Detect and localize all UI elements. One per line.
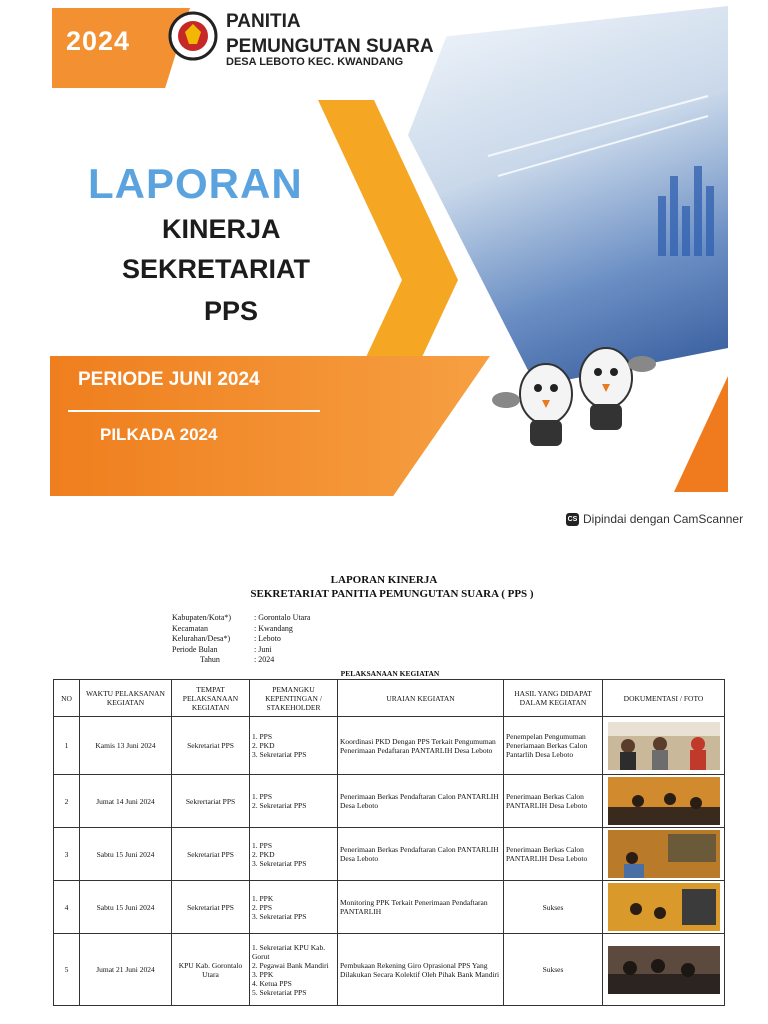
stakeholder-item: 4. Ketua PPS	[252, 978, 292, 988]
meta-label: Periode Bulan	[172, 644, 218, 654]
cover-subtitle-3: PPS	[204, 296, 259, 326]
stakeholder-item: 1. PPS	[252, 840, 273, 850]
documentation-photo	[608, 777, 720, 825]
cell-hasil: Penerimaan Berkas Calon PANTARLIH Desa Leboto	[504, 828, 603, 881]
camscanner-watermark	[566, 512, 743, 526]
cell-uraian: Monitoring PPK Terkait Penerimaan Pendaftaran PANTARLIH	[338, 881, 504, 934]
stakeholder-item: 1. PPK	[252, 893, 274, 903]
column-header: HASIL YANG DIDAPAT DALAM KEGIATAN	[504, 680, 603, 717]
cell-tempat: Sekretariat PPS	[172, 828, 250, 881]
stakeholder-item: 2. PPS	[252, 902, 273, 912]
cover-page	[50, 0, 728, 496]
cell-hasil: Penempelan Pengumuman Peneriamaan Berkas Calon Pantarlih Desa Leboto	[504, 717, 603, 775]
cell-uraian: Penerimaan Berkas Pendaftaran Calon PANTARLIH Desa Leboto	[338, 828, 504, 881]
cell-foto	[603, 934, 725, 1006]
cell-uraian: Pembukaan Rekening Giro Oprasional PPS Yang Dilakukan Secara Kolektif Oleh Pihak Bank Mandiri	[338, 934, 504, 1006]
table-header-row	[54, 680, 725, 717]
table-row	[54, 828, 725, 881]
cell-no: 5	[54, 934, 80, 1006]
cell-tempat: Sekrertariat PPS	[172, 775, 250, 828]
cell-uraian: Koordinasi PKD Dengan PPS Terkait Pengumuman Penerimaan Pedaftaran PANTARLIH Desa Leboto	[338, 717, 504, 775]
meta-label: Kecamatan	[172, 623, 208, 633]
documentation-photo	[608, 830, 720, 878]
meta-value: : 2024	[254, 655, 275, 664]
org-location: DESA LEBOTO KEC. KWANDANG	[226, 56, 404, 68]
cover-background-photo	[408, 6, 728, 386]
cell-hasil: Sukses	[504, 881, 603, 934]
column-header: DOKUMENTASI / FOTO	[603, 680, 725, 717]
cell-stakeholder	[250, 717, 338, 775]
cell-foto	[603, 717, 725, 775]
kpu-logo-icon	[168, 10, 218, 66]
cell-uraian: Penerimaan Berkas Pendaftaran Calon PANTARLIH Desa Leboto	[338, 775, 504, 828]
mascot-icon	[486, 338, 656, 462]
corner-decoration	[674, 376, 728, 492]
cover-year: 2024	[66, 26, 131, 56]
stakeholder-item: 1. PPS	[252, 732, 273, 741]
table-row	[54, 881, 725, 934]
cell-no: 1	[54, 717, 80, 775]
column-header: TEMPAT PELAKSANAAN KEGIATAN	[172, 680, 250, 717]
meta-label: Kabupaten/Kota*)	[172, 613, 232, 622]
meta-row	[172, 613, 310, 624]
column-header: URAIAN KEGIATAN	[338, 680, 504, 717]
cell-stakeholder	[250, 881, 338, 934]
cell-waktu: Kamis 13 Juni 2024	[80, 717, 172, 775]
meta-value: : Gorontalo Utara	[254, 613, 311, 622]
stakeholder-item: 5. Sekretariat PPS	[252, 987, 307, 997]
cell-hasil: Penerimaan Berkas Calon PANTARLIH Desa Leboto	[504, 775, 603, 828]
meta-label: Kelurahan/Desa*)	[172, 634, 231, 643]
documentation-photo	[608, 946, 720, 994]
cell-no: 3	[54, 828, 80, 881]
cell-waktu: Sabtu 15 Juni 2024	[80, 828, 172, 881]
org-name-line1: PANITIA	[226, 11, 301, 32]
cover-subtitle-2: SEKRETARIAT	[122, 254, 310, 284]
meta-row	[172, 655, 310, 666]
table-row	[54, 934, 725, 1006]
stakeholder-item: 3. Sekretariat PPS	[252, 911, 307, 921]
camscanner-icon: CS	[566, 513, 579, 526]
meta-value: : Leboto	[254, 634, 281, 643]
cell-hasil: Sukses	[504, 934, 603, 1006]
documentation-photo	[608, 722, 720, 770]
cover-title: LAPORAN	[88, 160, 303, 207]
stakeholder-item: 2. Pegawai Bank Mandiri	[252, 960, 329, 970]
cell-tempat: KPU Kab. Gorontalo Utara	[172, 934, 250, 1006]
cell-no: 2	[54, 775, 80, 828]
meta-row	[172, 634, 310, 645]
cell-waktu: Sabtu 15 Juni 2024	[80, 881, 172, 934]
meta-value: : Kwandang	[254, 623, 293, 633]
stakeholder-item: 3. Sekretariat PPS	[252, 750, 307, 759]
stakeholder-item: 3. PPK	[252, 969, 274, 979]
cover-event: PILKADA 2024	[100, 425, 218, 444]
cell-waktu: Jumat 21 Juni 2024	[80, 934, 172, 1006]
chart-photo-graphic	[408, 6, 728, 386]
report-meta	[172, 613, 310, 666]
section-title: PELAKSANAAN KEGIATAN	[340, 669, 440, 678]
table-row	[54, 717, 725, 775]
camscanner-label: Dipindai dengan CamScanner	[583, 512, 744, 526]
cell-tempat: Sekretariat PPS	[172, 717, 250, 775]
meta-label: Tahun	[200, 655, 220, 664]
activity-table	[53, 679, 725, 1006]
table-row	[54, 775, 725, 828]
report-heading: LAPORAN KINERJA	[330, 574, 438, 586]
meta-value: : Juni	[254, 644, 272, 654]
meta-row	[172, 645, 310, 656]
stakeholder-item: 1. Sekretariat KPU Kab. Gorut	[252, 942, 326, 961]
cell-waktu: Jumat 14 Juni 2024	[80, 775, 172, 828]
divider-line	[68, 410, 320, 412]
cell-foto	[603, 828, 725, 881]
stakeholder-item: 3. Sekretariat PPS	[252, 858, 307, 868]
cell-stakeholder	[250, 828, 338, 881]
cell-no: 4	[54, 881, 80, 934]
stakeholder-item: 2. Sekretariat PPS	[252, 801, 307, 810]
stakeholder-item: 2. PKD	[252, 849, 275, 859]
report-subheading: SEKRETARIAT PANITIA PEMUNGUTAN SUARA ( PPS )	[250, 588, 534, 600]
column-header: WAKTU PELAKSANAN KEGIATAN	[80, 680, 172, 717]
org-name-line2: PEMUNGUTAN SUARA	[226, 36, 434, 57]
cell-tempat: Sekretariat PPS	[172, 881, 250, 934]
cell-foto	[603, 775, 725, 828]
cover-period: PERIODE JUNI 2024	[78, 369, 260, 390]
stakeholder-item: 2. PKD	[252, 741, 275, 750]
cover-subtitle-1: KINERJA	[162, 214, 281, 244]
column-header: NO	[54, 680, 80, 717]
cell-stakeholder	[250, 934, 338, 1006]
cell-stakeholder	[250, 775, 338, 828]
meta-row	[172, 624, 310, 635]
cell-foto	[603, 881, 725, 934]
documentation-photo	[608, 883, 720, 931]
stakeholder-item: 1. PPS	[252, 792, 273, 801]
column-header: PEMANGKU KEPENTINGAN / STAKEHOLDER	[250, 680, 338, 717]
